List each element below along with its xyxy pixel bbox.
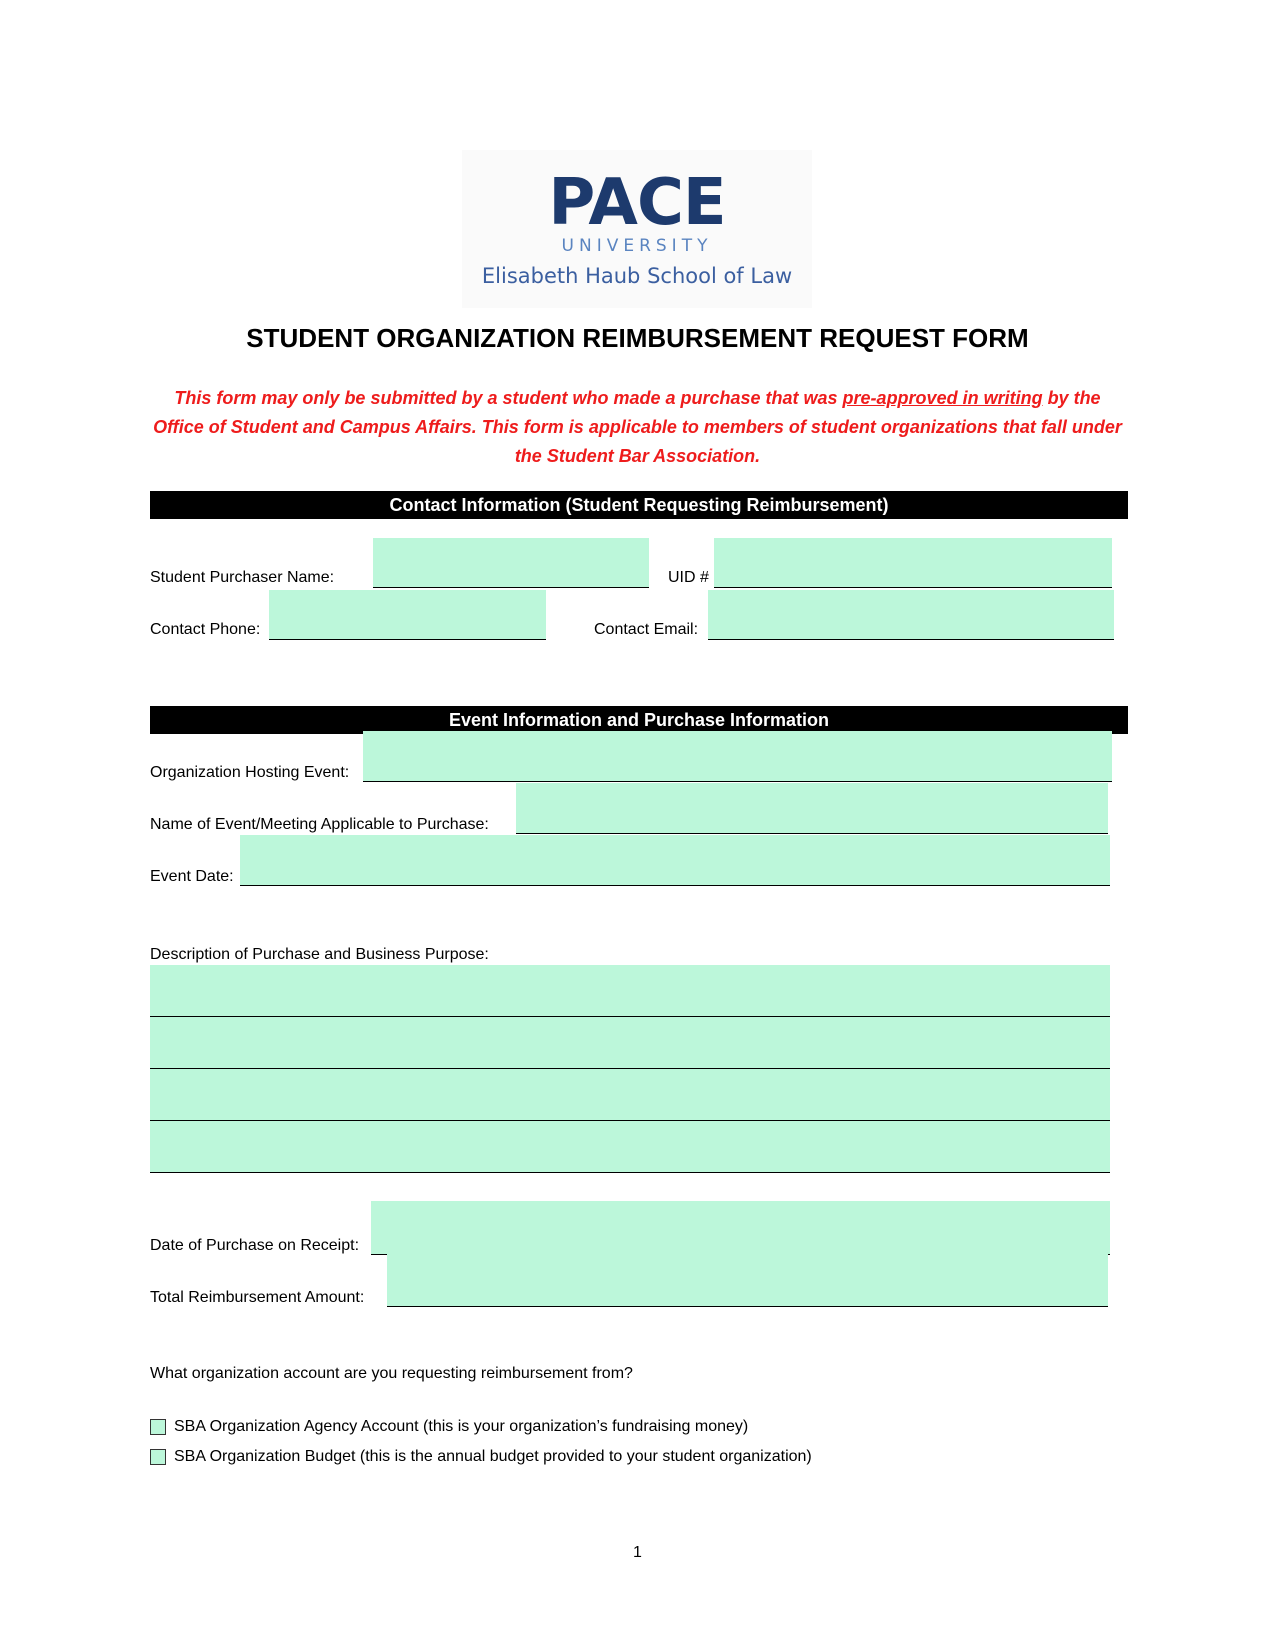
budget-account-label: SBA Organization Budget (this is the annual budget provided to your student organization) [174,1448,812,1465]
contact-phone-label: Contact Phone: [150,621,261,638]
description-line-2[interactable] [150,1017,1110,1069]
description-line-3[interactable] [150,1069,1110,1121]
event-date-label: Event Date: [150,868,234,885]
purchase-date-field[interactable] [371,1201,1110,1255]
notice-emphasis: pre-approved in writing [842,388,1043,408]
student-name-field[interactable] [373,538,649,588]
contact-email-field[interactable] [708,590,1114,640]
event-name-label: Name of Event/Meeting Applicable to Purchase: [150,816,489,833]
uid-field[interactable] [714,538,1112,588]
uid-label: UID # [668,569,709,586]
amount-label: Total Reimbursement Amount: [150,1289,365,1306]
budget-account-checkbox[interactable] [150,1449,166,1465]
form-title: STUDENT ORGANIZATION REIMBURSEMENT REQUEST FORM [246,323,1029,353]
organization-label: Organization Hosting Event: [150,764,350,781]
event-name-field[interactable] [516,783,1108,834]
event-date-field[interactable] [240,835,1110,886]
account-question: What organization account are you requesting reimbursement from? [150,1365,633,1382]
page-number: 1 [633,1544,642,1561]
contact-phone-field[interactable] [269,590,546,640]
agency-account-label: SBA Organization Agency Account (this is your organization’s fundraising money) [174,1418,749,1435]
notice-part2: by the Office of Student and Campus Affairs. This form is applicable to members of student organizations that fall under the Student Bar Association. [153,388,1122,466]
student-name-label: Student Purchaser Name: [150,569,335,586]
purchase-date-label: Date of Purchase on Receipt: [150,1237,360,1254]
contact-section-header: Contact Information (Student Requesting Reimbursement) [150,491,1128,519]
notice-text [150,384,1125,471]
logo-school: Elisabeth Haub School of Law [481,264,793,288]
description-line-4[interactable] [150,1121,1110,1173]
logo-name: PACE [548,166,726,240]
contact-email-label: Contact Email: [594,621,699,638]
description-line-1[interactable] [150,965,1110,1017]
organization-field[interactable] [363,731,1112,782]
event-section-header: Event Information and Purchase Information [150,706,1128,734]
amount-field[interactable] [387,1253,1108,1307]
notice-part1: This form may only be submitted by a student who made a purchase that was [174,388,843,408]
description-label: Description of Purchase and Business Purpose: [150,946,489,963]
agency-account-checkbox[interactable] [150,1419,166,1435]
logo-university: UNIVERSITY [561,236,713,256]
